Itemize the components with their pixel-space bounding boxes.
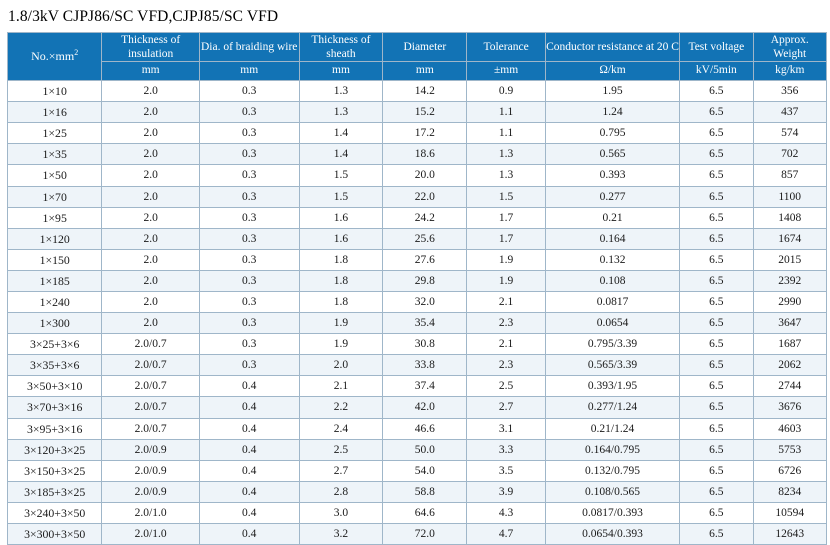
- table-cell: 1.9: [299, 313, 383, 334]
- table-cell: 857: [753, 165, 826, 186]
- table-cell: 0.4: [199, 524, 299, 545]
- table-header: [8, 33, 827, 81]
- table-cell: 5753: [753, 439, 826, 460]
- table-cell: 0.393/1.95: [545, 376, 679, 397]
- column-header-braiding-wire-dia: Dia. of braiding wire: [199, 33, 299, 62]
- table-cell: 2.8: [299, 481, 383, 502]
- table-cell: 1.1: [467, 123, 546, 144]
- column-header-conductor-resistance: Conductor resistance at 20 C: [545, 33, 679, 62]
- table-cell: 12643: [753, 524, 826, 545]
- table-cell: 6.5: [680, 144, 753, 165]
- table-cell: 24.2: [383, 207, 467, 228]
- table-cell: 0.164/0.795: [545, 439, 679, 460]
- table-row: [8, 397, 827, 418]
- table-cell: 437: [753, 102, 826, 123]
- column-header-insulation-thickness: Thickness of insulation: [102, 33, 200, 62]
- table-row: [8, 102, 827, 123]
- table-cell: 1.8: [299, 291, 383, 312]
- table-cell: 0.3: [199, 334, 299, 355]
- table-cell: 1.1: [467, 102, 546, 123]
- cell-size: 1×35: [8, 144, 102, 165]
- table-cell: 0.3: [199, 207, 299, 228]
- table-cell: 6.5: [680, 165, 753, 186]
- table-cell: 0.4: [199, 439, 299, 460]
- table-cell: 0.3: [199, 102, 299, 123]
- table-cell: 0.4: [199, 460, 299, 481]
- table-cell: 1.9: [299, 334, 383, 355]
- table-cell: 2.0: [102, 81, 200, 102]
- table-cell: 58.8: [383, 481, 467, 502]
- cell-size: 1×70: [8, 186, 102, 207]
- table-cell: 2.0/1.0: [102, 502, 200, 523]
- table-cell: 2.0: [102, 291, 200, 312]
- table-cell: 2.0: [102, 102, 200, 123]
- table-cell: 1100: [753, 186, 826, 207]
- table-cell: 3.5: [467, 460, 546, 481]
- table-row: [8, 418, 827, 439]
- table-cell: 0.795/3.39: [545, 334, 679, 355]
- table-cell: 4.7: [467, 524, 546, 545]
- table-cell: 2.0/0.7: [102, 418, 200, 439]
- table-cell: 3.3: [467, 439, 546, 460]
- table-cell: 25.6: [383, 228, 467, 249]
- page-title: 1.8/3kV CJPJ86/SC VFD,CJPJ85/SC VFD: [8, 8, 279, 25]
- table-cell: 17.2: [383, 123, 467, 144]
- table-row: [8, 228, 827, 249]
- table-cell: 2.5: [299, 439, 383, 460]
- table-cell: 14.2: [383, 81, 467, 102]
- table-cell: 0.132/0.795: [545, 460, 679, 481]
- table-cell: 0.164: [545, 228, 679, 249]
- table-cell: 3647: [753, 313, 826, 334]
- cell-size: 3×300+3×50: [8, 524, 102, 545]
- table-cell: 1.3: [299, 102, 383, 123]
- table-cell: 3.9: [467, 481, 546, 502]
- table-cell: 6.5: [680, 481, 753, 502]
- table-cell: 50.0: [383, 439, 467, 460]
- table-cell: 0.3: [199, 165, 299, 186]
- column-header-tolerance: Tolerance: [467, 33, 546, 62]
- cell-size: 1×16: [8, 102, 102, 123]
- table-cell: 1.8: [299, 270, 383, 291]
- table-cell: 2.0/0.9: [102, 460, 200, 481]
- table-cell: 0.9: [467, 81, 546, 102]
- table-cell: 2.4: [299, 418, 383, 439]
- cell-size: 1×120: [8, 228, 102, 249]
- table-cell: 0.565/3.39: [545, 355, 679, 376]
- table-cell: 2.0: [102, 165, 200, 186]
- table-cell: 2.0: [102, 313, 200, 334]
- table-cell: 6.5: [680, 418, 753, 439]
- table-row: [8, 481, 827, 502]
- table-cell: 1.7: [467, 228, 546, 249]
- column-unit-approx-weight: kg/km: [753, 62, 826, 81]
- table-cell: 574: [753, 123, 826, 144]
- table-cell: 6.5: [680, 228, 753, 249]
- cell-size: 3×95+3×16: [8, 418, 102, 439]
- table-cell: 2.0: [299, 355, 383, 376]
- table-cell: 1.9: [467, 249, 546, 270]
- table-cell: 6.5: [680, 270, 753, 291]
- table-cell: 6.5: [680, 502, 753, 523]
- table-cell: 64.6: [383, 502, 467, 523]
- table-cell: 2.0/0.7: [102, 376, 200, 397]
- table-cell: 2990: [753, 291, 826, 312]
- specification-table: [7, 32, 827, 545]
- table-cell: 42.0: [383, 397, 467, 418]
- column-header-sheath-thickness: Thickness of sheath: [299, 33, 383, 62]
- table-cell: 1.3: [467, 165, 546, 186]
- table-cell: 0.3: [199, 355, 299, 376]
- table-cell: 10594: [753, 502, 826, 523]
- table-cell: 0.0817/0.393: [545, 502, 679, 523]
- table-cell: 46.6: [383, 418, 467, 439]
- table-cell: 3.0: [299, 502, 383, 523]
- table-cell: 2392: [753, 270, 826, 291]
- table-row: [8, 439, 827, 460]
- table-cell: 29.8: [383, 270, 467, 291]
- table-cell: 0.3: [199, 249, 299, 270]
- table-row: [8, 460, 827, 481]
- table-row: [8, 334, 827, 355]
- table-cell: 0.3: [199, 270, 299, 291]
- cell-size: 1×50: [8, 165, 102, 186]
- table-cell: 2.7: [299, 460, 383, 481]
- table-cell: 2.0/1.0: [102, 524, 200, 545]
- column-header-test-voltage: Test voltage: [680, 33, 753, 62]
- table-cell: 0.132: [545, 249, 679, 270]
- table-cell: 1.5: [299, 165, 383, 186]
- table-cell: 6.5: [680, 249, 753, 270]
- table-cell: 2.0: [102, 123, 200, 144]
- column-unit-tolerance: ±mm: [467, 62, 546, 81]
- table-cell: 1.3: [299, 81, 383, 102]
- table-cell: 6.5: [680, 334, 753, 355]
- table-cell: 6.5: [680, 439, 753, 460]
- table-cell: 0.3: [199, 144, 299, 165]
- table-cell: 3.1: [467, 418, 546, 439]
- table-cell: 0.108: [545, 270, 679, 291]
- column-header-diameter: Diameter: [383, 33, 467, 62]
- table-row: [8, 165, 827, 186]
- table-cell: 1.24: [545, 102, 679, 123]
- table-cell: 0.3: [199, 313, 299, 334]
- table-cell: 6.5: [680, 397, 753, 418]
- table-cell: 1687: [753, 334, 826, 355]
- table-cell: 8234: [753, 481, 826, 502]
- column-unit-conductor-resistance: Ω/km: [545, 62, 679, 81]
- table-cell: 2062: [753, 355, 826, 376]
- table-cell: 72.0: [383, 524, 467, 545]
- column-header-approx-weight: Approx. Weight: [753, 33, 826, 62]
- table-cell: 37.4: [383, 376, 467, 397]
- table-cell: 35.4: [383, 313, 467, 334]
- table-cell: 2.1: [467, 291, 546, 312]
- table-row: [8, 291, 827, 312]
- table-row: [8, 186, 827, 207]
- table-cell: 0.277/1.24: [545, 397, 679, 418]
- column-unit-test-voltage: kV/5min: [680, 62, 753, 81]
- cell-size: 3×185+3×25: [8, 481, 102, 502]
- table-cell: 2.0/0.9: [102, 439, 200, 460]
- table-cell: 1.5: [467, 186, 546, 207]
- column-unit-diameter: mm: [383, 62, 467, 81]
- cell-size: 3×150+3×25: [8, 460, 102, 481]
- table-cell: 1.4: [299, 123, 383, 144]
- table-cell: 6.5: [680, 186, 753, 207]
- table-cell: 0.0654: [545, 313, 679, 334]
- table-cell: 0.565: [545, 144, 679, 165]
- table-cell: 0.4: [199, 481, 299, 502]
- table-cell: 1674: [753, 228, 826, 249]
- table-cell: 702: [753, 144, 826, 165]
- table-cell: 6.5: [680, 524, 753, 545]
- cell-size: 1×10: [8, 81, 102, 102]
- table-cell: 0.393: [545, 165, 679, 186]
- cell-size: 3×70+3×16: [8, 397, 102, 418]
- column-unit-insulation-thickness: mm: [102, 62, 200, 81]
- cell-size: 1×240: [8, 291, 102, 312]
- table-cell: 15.2: [383, 102, 467, 123]
- table-cell: 0.795: [545, 123, 679, 144]
- table-cell: 0.3: [199, 123, 299, 144]
- table-cell: 0.3: [199, 291, 299, 312]
- table-cell: 27.6: [383, 249, 467, 270]
- table-cell: 356: [753, 81, 826, 102]
- table-row: [8, 376, 827, 397]
- table-cell: 6.5: [680, 207, 753, 228]
- header-unit-row: [8, 62, 827, 81]
- table-cell: 6.5: [680, 291, 753, 312]
- table-cell: 2.0: [102, 144, 200, 165]
- table-cell: 0.108/0.565: [545, 481, 679, 502]
- table-row: [8, 313, 827, 334]
- cell-size: 3×25+3×6: [8, 334, 102, 355]
- column-unit-braiding-wire-dia: mm: [199, 62, 299, 81]
- table-cell: 1.95: [545, 81, 679, 102]
- cell-size: 3×35+3×6: [8, 355, 102, 376]
- table-cell: 2.0: [102, 207, 200, 228]
- cell-size: 1×95: [8, 207, 102, 228]
- table-cell: 2015: [753, 249, 826, 270]
- table-cell: 2.3: [467, 313, 546, 334]
- table-cell: 32.0: [383, 291, 467, 312]
- table-cell: 54.0: [383, 460, 467, 481]
- table-cell: 1408: [753, 207, 826, 228]
- table-cell: 0.0817: [545, 291, 679, 312]
- table-cell: 1.6: [299, 207, 383, 228]
- table-cell: 30.8: [383, 334, 467, 355]
- table-cell: 6726: [753, 460, 826, 481]
- table-cell: 18.6: [383, 144, 467, 165]
- table-row: [8, 207, 827, 228]
- table-cell: 6.5: [680, 355, 753, 376]
- cell-size: 1×185: [8, 270, 102, 291]
- table-cell: 0.21/1.24: [545, 418, 679, 439]
- cell-size: 3×120+3×25: [8, 439, 102, 460]
- table-cell: 6.5: [680, 460, 753, 481]
- table-cell: 0.4: [199, 397, 299, 418]
- table-cell: 0.3: [199, 228, 299, 249]
- table-cell: 3.2: [299, 524, 383, 545]
- table-cell: 1.8: [299, 249, 383, 270]
- table-cell: 0.21: [545, 207, 679, 228]
- table-cell: 0.277: [545, 186, 679, 207]
- table-cell: 2.0/0.7: [102, 334, 200, 355]
- table-cell: 1.5: [299, 186, 383, 207]
- table-row: [8, 355, 827, 376]
- table-cell: 2.0/0.7: [102, 397, 200, 418]
- table-cell: 0.4: [199, 502, 299, 523]
- cell-size: 3×240+3×50: [8, 502, 102, 523]
- table-cell: 3676: [753, 397, 826, 418]
- table-cell: 2.1: [299, 376, 383, 397]
- table-cell: 2.3: [467, 355, 546, 376]
- table-cell: 6.5: [680, 123, 753, 144]
- table-cell: 0.3: [199, 81, 299, 102]
- table-cell: 22.0: [383, 186, 467, 207]
- table-cell: 1.9: [467, 270, 546, 291]
- table-cell: 0.4: [199, 418, 299, 439]
- table-row: [8, 270, 827, 291]
- table-row: [8, 144, 827, 165]
- table-cell: 6.5: [680, 376, 753, 397]
- table-cell: 1.3: [467, 144, 546, 165]
- table-cell: 33.8: [383, 355, 467, 376]
- table-row: [8, 81, 827, 102]
- table-cell: 2.7: [467, 397, 546, 418]
- table-cell: 20.0: [383, 165, 467, 186]
- table-cell: 0.4: [199, 376, 299, 397]
- header-name-row: [8, 33, 827, 62]
- table-cell: 6.5: [680, 313, 753, 334]
- table-cell: 1.7: [467, 207, 546, 228]
- table-body: [8, 81, 827, 545]
- table-cell: 6.5: [680, 102, 753, 123]
- cell-size: 1×300: [8, 313, 102, 334]
- table-cell: 0.0654/0.393: [545, 524, 679, 545]
- table-cell: 2744: [753, 376, 826, 397]
- table-cell: 2.2: [299, 397, 383, 418]
- table-cell: 2.1: [467, 334, 546, 355]
- table-cell: 1.4: [299, 144, 383, 165]
- table-row: [8, 249, 827, 270]
- cell-size: 1×25: [8, 123, 102, 144]
- table-cell: 2.5: [467, 376, 546, 397]
- table-cell: 0.3: [199, 186, 299, 207]
- column-header-size: $No.\times mm^2$: [8, 33, 102, 81]
- column-unit-sheath-thickness: mm: [299, 62, 383, 81]
- table-row: [8, 502, 827, 523]
- table-cell: 6.5: [680, 81, 753, 102]
- table-cell: 2.0: [102, 270, 200, 291]
- table-cell: 4603: [753, 418, 826, 439]
- table-row: [8, 524, 827, 545]
- table-cell: 2.0: [102, 249, 200, 270]
- table-cell: 1.6: [299, 228, 383, 249]
- cell-size: 1×150: [8, 249, 102, 270]
- table-cell: 2.0/0.7: [102, 355, 200, 376]
- table-cell: 2.0: [102, 186, 200, 207]
- cell-size: 3×50+3×10: [8, 376, 102, 397]
- table-cell: 2.0/0.9: [102, 481, 200, 502]
- table-cell: 2.0: [102, 228, 200, 249]
- table-cell: 4.3: [467, 502, 546, 523]
- table-row: [8, 123, 827, 144]
